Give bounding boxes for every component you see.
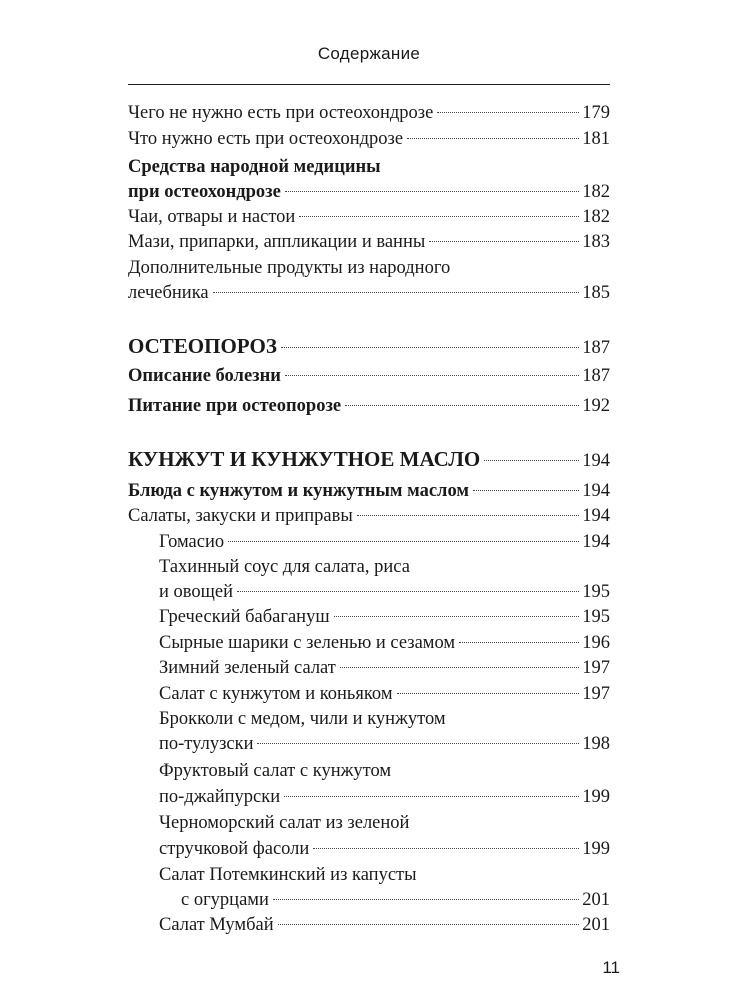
toc-entry[interactable]: [159, 605, 610, 629]
toc-entry-page: 195: [582, 582, 610, 602]
toc-entry-page: 199: [582, 839, 610, 859]
toc-entry-title: Черноморский салат из зеленой: [159, 813, 410, 833]
toc-entry[interactable]: [159, 631, 610, 655]
toc-entry[interactable]: [159, 656, 610, 680]
toc-chapter[interactable]: [128, 447, 610, 473]
toc-entry-title: Чаи, отвары и настои: [128, 207, 296, 227]
page-number: 11: [602, 958, 620, 977]
toc-section[interactable]: [128, 479, 610, 503]
toc-entry-line: [159, 863, 610, 887]
dot-leader: [273, 899, 579, 900]
toc-entry-page: 201: [582, 915, 610, 935]
toc-entry[interactable]: [159, 580, 610, 604]
toc-entry-line: [128, 256, 610, 280]
toc-entry[interactable]: [159, 913, 610, 937]
dot-leader: [213, 292, 580, 293]
toc-entry-page: 197: [582, 684, 610, 704]
toc-entry[interactable]: [128, 504, 610, 528]
toc-section[interactable]: [128, 180, 610, 204]
toc-entry-page: 182: [582, 182, 610, 202]
toc-entry-title: Тахинный соус для салата, риса: [159, 557, 410, 577]
toc-entry-page: 181: [582, 129, 610, 149]
dot-leader: [397, 693, 580, 694]
toc-entry-page: 185: [582, 283, 610, 303]
toc-entry-title: Брокколи с медом, чили и кунжутом: [159, 709, 446, 729]
toc-entry-page: 187: [582, 338, 610, 358]
toc-entry-title: Фруктовый салат с кунжутом: [159, 761, 392, 781]
dot-leader: [281, 347, 579, 348]
toc-entry-title: Что нужно есть при остеохондрозе: [128, 129, 404, 149]
dot-leader: [437, 112, 579, 113]
dot-leader: [334, 616, 580, 617]
dot-leader: [357, 515, 579, 516]
toc-entry-title: Мази, припарки, аппликации и ванны: [128, 232, 426, 252]
toc-entry-title: Средства народной медицины: [128, 157, 381, 177]
toc-entry[interactable]: [128, 281, 610, 305]
toc-entry-page: 201: [582, 890, 610, 910]
dot-leader: [340, 667, 579, 668]
toc-entry[interactable]: [181, 888, 610, 912]
dot-leader: [285, 191, 579, 192]
toc-entry-title: Чего не нужно есть при остеохондрозе: [128, 103, 434, 123]
toc-entry-page: 194: [582, 481, 610, 501]
dot-leader: [407, 138, 579, 139]
toc-entry[interactable]: [128, 205, 610, 229]
toc-entry[interactable]: [159, 682, 610, 706]
toc-entry-title: Салат Потемкинский из капусты: [159, 865, 417, 885]
toc-entry[interactable]: [128, 230, 610, 254]
toc-entry-title: Блюда с кунжутом и кунжутным маслом: [128, 481, 469, 501]
dot-leader: [257, 743, 579, 744]
toc-entry-title: с огурцами: [181, 890, 269, 910]
toc-entry-title: Салаты, закуски и приправы: [128, 506, 353, 526]
toc-entry[interactable]: [128, 127, 610, 151]
toc-entry-page: 183: [582, 232, 610, 252]
toc-entry-page: 194: [582, 532, 610, 552]
toc-entry-line: [159, 555, 610, 579]
dot-leader: [278, 924, 580, 925]
dot-leader: [237, 591, 579, 592]
page-title: Содержание: [317, 44, 421, 63]
toc-entry-page: 194: [582, 506, 610, 526]
toc-entry-page: 196: [582, 633, 610, 653]
dot-leader: [284, 796, 579, 797]
toc-entry-title: Салат Мумбай: [159, 915, 274, 935]
toc-entry-page: 187: [582, 366, 610, 386]
toc-entry-line: [159, 707, 610, 731]
dot-leader: [313, 848, 579, 849]
toc-entry-page: 195: [582, 607, 610, 627]
toc-entry[interactable]: [159, 837, 610, 861]
toc-entry-title: КУНЖУТ И КУНЖУТНОЕ МАСЛО: [128, 447, 481, 471]
toc-entry[interactable]: [128, 101, 610, 125]
toc-entry-title: Зимний зеленый салат: [159, 658, 336, 678]
dot-leader: [473, 490, 579, 491]
dot-leader: [228, 541, 579, 542]
dot-leader: [459, 642, 579, 643]
toc-section[interactable]: [128, 394, 610, 418]
dot-leader: [345, 405, 579, 406]
toc-entry-title: Питание при остеопорозе: [128, 396, 342, 416]
toc-entry-title: и овощей: [159, 582, 233, 602]
toc-entry-page: 197: [582, 658, 610, 678]
toc-entry-title: Греческий бабагануш: [159, 607, 330, 627]
toc-entry-line: [159, 811, 610, 835]
toc-entry-page: 194: [582, 451, 610, 471]
toc-entry-title: стручковой фасоли: [159, 839, 310, 859]
toc-entry-title: лечебника: [128, 283, 209, 303]
toc-entry-line: [159, 759, 610, 783]
toc-entry[interactable]: [159, 785, 610, 809]
toc-entry-title: Гомасио: [159, 532, 225, 552]
dot-leader: [299, 216, 579, 217]
toc-entry-page: 192: [582, 396, 610, 416]
dot-leader: [429, 241, 579, 242]
toc-chapter[interactable]: [128, 334, 610, 360]
toc-entry-page: 182: [582, 207, 610, 227]
toc-section-title: [128, 155, 610, 179]
table-of-contents: [128, 0, 610, 1000]
toc-entry-title: по-тулузски: [159, 734, 254, 754]
toc-entry-title: Салат с кунжутом и коньяком: [159, 684, 393, 704]
toc-entry[interactable]: [159, 732, 610, 756]
dot-leader: [484, 460, 579, 461]
toc-entry-page: 179: [582, 103, 610, 123]
toc-section[interactable]: [128, 364, 610, 388]
toc-entry-title: по-джайпурски: [159, 787, 281, 807]
toc-entry[interactable]: [159, 530, 610, 554]
toc-entry-title: Описание болезни: [128, 366, 281, 386]
toc-entry-title: ОСТЕОПОРОЗ: [128, 334, 277, 358]
toc-entry-title: Сырные шарики с зеленью и сезамом: [159, 633, 456, 653]
toc-entry-title: Дополнительные продукты из народного: [128, 258, 451, 278]
toc-entry-title: при остеохондрозе: [128, 182, 281, 202]
toc-entry-page: 199: [582, 787, 610, 807]
toc-entry-page: 198: [582, 734, 610, 754]
dot-leader: [285, 375, 579, 376]
